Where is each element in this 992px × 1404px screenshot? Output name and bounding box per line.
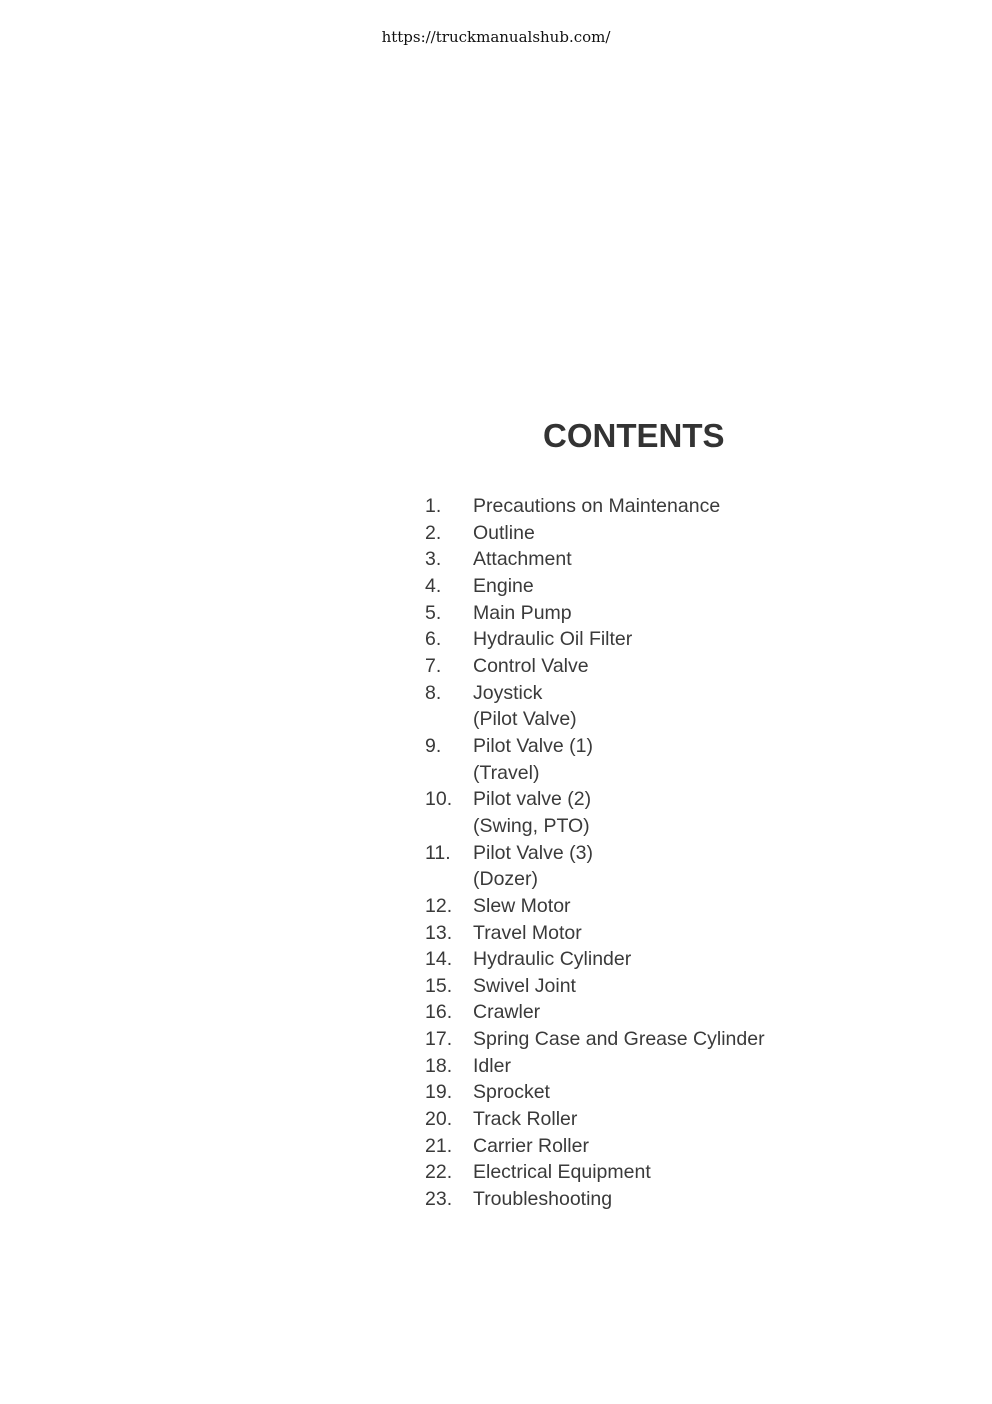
toc-item <box>425 546 765 573</box>
toc-item-line: (Dozer) <box>473 868 539 891</box>
toc-item-number: 5. <box>425 601 442 624</box>
toc-item <box>425 1079 765 1106</box>
toc-item-text <box>473 680 577 733</box>
toc-item-text <box>473 520 535 547</box>
toc-item-number: 11. <box>425 841 451 864</box>
toc-item-text <box>473 786 591 839</box>
toc-item-text <box>473 1186 612 1213</box>
toc-item-text <box>473 1079 550 1106</box>
toc-item-number: 13. <box>425 921 453 944</box>
toc-item-text <box>473 973 576 1000</box>
toc-item <box>425 1159 765 1186</box>
toc-item <box>425 653 765 680</box>
toc-item <box>425 1133 765 1160</box>
toc-item-line: Hydraulic Oil Filter <box>473 628 633 651</box>
toc-item-line: Joystick <box>473 681 543 704</box>
toc-item <box>425 733 765 786</box>
toc-item-number: 19. <box>425 1081 453 1104</box>
toc-item-line: Pilot Valve (3) <box>473 841 593 864</box>
toc-item-text <box>473 600 572 627</box>
toc-item-line: (Swing, PTO) <box>473 814 590 837</box>
toc-item <box>425 893 765 920</box>
toc-item-line: Idler <box>473 1054 511 1077</box>
toc-item-text <box>473 626 632 653</box>
toc-item-line: Attachment <box>473 548 572 571</box>
toc-item-text <box>473 1159 651 1186</box>
toc-item-number: 2. <box>425 521 442 544</box>
toc-item-line: (Travel) <box>473 761 540 784</box>
toc-item-number: 1. <box>425 495 442 517</box>
toc-item <box>425 520 765 547</box>
toc-item-text <box>473 840 593 893</box>
toc-item-number: 7. <box>425 654 442 677</box>
toc-item-line: Pilot Valve (1) <box>473 734 593 757</box>
toc-item-number: 18. <box>425 1054 453 1077</box>
header-url: https://truckmanualshub.com/ <box>381 28 611 46</box>
toc-item-line: Control Valve <box>473 654 589 677</box>
toc-item <box>425 680 765 733</box>
toc-item-line: Pilot valve (2) <box>473 788 592 811</box>
toc-item-number: 10. <box>425 788 453 811</box>
toc-item-text <box>473 733 593 786</box>
toc-item <box>425 600 765 627</box>
toc-item-number: 23. <box>425 1188 453 1211</box>
toc-item-line: Engine <box>473 574 534 597</box>
toc-item-number: 16. <box>425 1001 453 1024</box>
toc-item-text <box>473 1133 589 1160</box>
toc-item-line: (Pilot Valve) <box>473 708 577 731</box>
toc-item <box>425 493 765 520</box>
toc-item-line: Crawler <box>473 1001 541 1024</box>
toc-item-text <box>473 1026 765 1053</box>
toc-item-line: Sprocket <box>473 1081 550 1104</box>
toc-item <box>425 626 765 653</box>
toc-item-text <box>473 946 631 973</box>
toc-item-line: Spring Case and Grease Cylinder <box>473 1028 765 1051</box>
toc-item-text <box>473 920 582 947</box>
toc-item-text <box>473 493 720 520</box>
toc-item-text <box>473 893 571 920</box>
toc-item-line: Hydraulic Cylinder <box>473 948 632 971</box>
toc-item <box>425 1053 765 1080</box>
toc-item-line: Outline <box>473 521 535 544</box>
toc-item <box>425 999 765 1026</box>
toc-item-text <box>473 546 572 573</box>
toc-item <box>425 973 765 1000</box>
toc-item-number: 15. <box>425 974 453 997</box>
toc-item-number: 14. <box>425 948 453 971</box>
toc-item-number: 21. <box>425 1134 453 1157</box>
toc-item-text <box>473 1106 577 1133</box>
toc-item <box>425 1186 765 1213</box>
toc-item-number: 17. <box>425 1028 453 1051</box>
toc-item-number: 12. <box>425 894 453 917</box>
toc-item-number: 8. <box>425 681 442 704</box>
toc-item-line: Track Roller <box>473 1108 578 1131</box>
toc-item <box>425 946 765 973</box>
toc-item-number: 4. <box>425 574 442 597</box>
toc-item-number: 9. <box>425 734 442 757</box>
toc-item <box>425 1026 765 1053</box>
toc-item-line: Troubleshooting <box>473 1188 613 1211</box>
toc-item <box>425 573 765 600</box>
toc-item-number: 3. <box>425 548 442 571</box>
toc-item-line: Electrical Equipment <box>473 1161 651 1184</box>
toc-item-text <box>473 653 589 680</box>
toc-item-number: 22. <box>425 1161 453 1184</box>
toc-item-text <box>473 999 540 1026</box>
toc-item-number: 20. <box>425 1108 453 1131</box>
toc-item-line: Carrier Roller <box>473 1134 589 1157</box>
toc-item-line: Main Pump <box>473 601 572 624</box>
toc-item <box>425 920 765 947</box>
toc-item-text <box>473 1053 511 1080</box>
toc-item-number: 6. <box>425 628 442 651</box>
toc-item <box>425 1106 765 1133</box>
toc-item <box>425 840 765 893</box>
toc-item-text <box>473 573 534 600</box>
toc-item-line: Slew Motor <box>473 894 571 917</box>
page-title: CONTENTS <box>543 417 725 454</box>
toc-item-line: Travel Motor <box>473 921 582 944</box>
table-of-contents <box>425 493 765 1213</box>
toc-item-line: Swivel Joint <box>473 974 576 997</box>
toc-item <box>425 786 765 839</box>
toc-item-line: Precautions on Maintenance <box>473 495 721 517</box>
